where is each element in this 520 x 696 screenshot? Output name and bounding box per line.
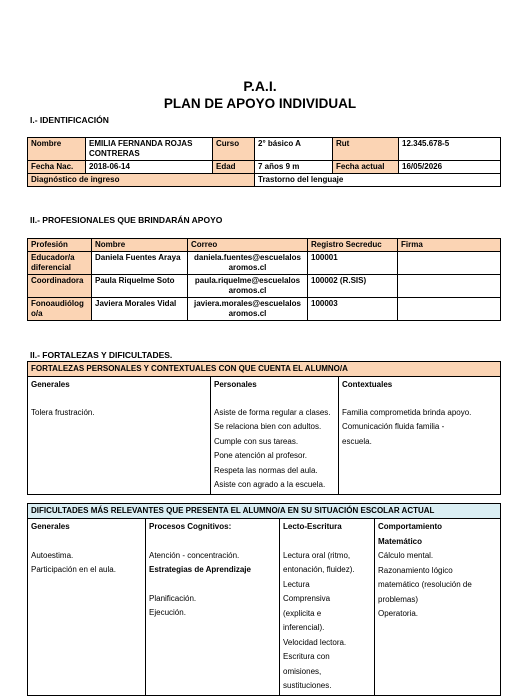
list-item: Escritura con [283,652,330,661]
dificultades-generales-cell [28,519,146,696]
dificultades-lecto-cell [280,519,375,696]
col-registro: Registro Secreduc [308,239,398,252]
nombre-cell: Paula Riquelme Soto [92,275,188,298]
nombre-label: Nombre [28,138,86,161]
firma-cell [398,252,501,275]
col-matematico-2: Matemático [378,536,423,546]
list-item: problemas) [378,594,419,604]
col-procesos: Procesos Cognitivos: [149,522,232,531]
list-item: (explicita e [283,608,322,618]
list-item: Razonamiento lógico [378,565,453,575]
fecha-nac-value: 2018-06-14 [86,161,213,174]
dificultades-matematico-cell [375,519,501,696]
list-item: Atención - concentración. [149,550,240,560]
list-item: Ejecución. [149,608,186,617]
list-item: escuela. [342,436,372,446]
fortalezas-table [27,361,501,495]
curso-label: Curso [213,138,255,161]
profesionales-heading: II.- PROFESIONALES QUE BRINDARÁN APOYO [30,215,223,225]
list-item: Tolera frustración. [31,407,95,417]
col-profesion: Profesión [28,239,92,252]
fortalezas-heading: II.- FORTALEZAS Y DIFICULTADES. [30,350,173,360]
fortalezas-title: FORTALEZAS PERSONALES Y CONTEXTUALES CON QUE CUENTA EL ALUMNO/A [28,362,501,377]
list-item: Pone atención al profesor. [214,451,307,460]
list-item: Respeta las normas del aula. [214,465,318,475]
edad-value: 7 años 9 m [255,161,333,174]
diagnostico-label: Diagnóstico de ingreso [28,174,255,187]
profesion-cell: Fonoaudiólogo/a [28,298,92,321]
col-lecto: Lecto-Escritura [283,522,342,531]
rut-value: 12.345.678-5 [399,138,501,161]
col-correo: Correo [188,239,308,252]
correo-cell: paula.riquelme@escuelalos aromos.cl [188,275,308,298]
profesion-cell: Educador/a diferencial [28,252,92,275]
list-item: Velocidad lectora. [283,637,347,647]
edad-label: Edad [213,161,255,174]
list-item: Participación en el aula. [31,565,116,574]
list-item: Autoestima. [31,550,74,560]
firma-cell [398,275,501,298]
table-row [28,252,501,275]
list-item: Operatoria. [378,609,419,618]
list-item: Planificación. [149,593,197,603]
list-item: matemático (resolución de [378,580,472,589]
document-subtitle: PLAN DE APOYO INDIVIDUAL [163,96,357,111]
identificacion-table [27,137,501,187]
profesionales-table [27,238,501,321]
list-item: Cálculo mental. [378,551,434,560]
curso-value: 2° básico A [255,138,333,161]
dificultades-procesos-cell [146,519,280,696]
registro-cell: 100001 [308,252,398,275]
fortalezas-personales-cell [211,377,339,495]
fecha-actual-label: Fecha actual [333,161,399,174]
diagnostico-value: Trastorno del lenguaje [255,174,501,187]
list-item: Estrategias de Aprendizaje [149,565,251,574]
registro-cell: 100002 (R.SIS) [308,275,398,298]
document-title: P.A.I. [243,78,277,94]
list-item: Asiste con agrado a la escuela. [214,480,326,489]
list-item: Cumple con sus tareas. [214,436,299,446]
col-firma: Firma [398,239,501,252]
nombre-cell: Daniela Fuentes Araya [92,252,188,275]
col-nombre: Nombre [92,239,188,252]
table-row [28,298,501,321]
list-item: Familia comprometida brinda apoyo. [342,407,472,417]
correo-cell: daniela.fuentes@escuelalos aromos.cl [188,252,308,275]
firma-cell [398,298,501,321]
list-item: Comunicación fluida familia - [342,422,445,431]
list-item: inferencial). [283,623,325,632]
col-personales: Personales [214,380,257,389]
profesion-cell: Coordinadora [28,275,92,298]
identificacion-heading: I.- IDENTIFICACIÓN [30,115,109,125]
col-generales: Generales [31,522,70,531]
fortalezas-contextuales-cell [339,377,501,495]
list-item: omisiones, [283,666,322,676]
col-matematico: Comportamiento [378,522,442,531]
table-row [28,275,501,298]
list-item: Comprensiva [283,594,331,603]
col-generales: Generales [31,380,70,389]
list-item: Lectura [283,579,310,589]
dificultades-title: DIFICULTADES MÁS RELEVANTES QUE PRESENTA EL ALUMNO/A EN SU SITUACIÓN ESCOLAR ACTUAL [28,504,501,519]
fecha-nac-label: Fecha Nac. [28,161,86,174]
rut-label: Rut [333,138,399,161]
col-contextuales: Contextuales [342,380,393,389]
registro-cell: 100003 [308,298,398,321]
list-item: Se relaciona bien con adultos. [214,422,322,431]
fortalezas-generales-cell [28,377,211,495]
nombre-cell: Javiera Morales Vidal [92,298,188,321]
list-item: sustituciones. [283,681,332,690]
correo-cell: javiera.morales@escuelalos aromos.cl [188,298,308,321]
dificultades-table [27,503,501,696]
fecha-actual-value: 16/05/2026 [399,161,501,174]
nombre-value: EMILIA FERNANDA ROJAS CONTRERAS [86,138,213,161]
list-item: entonación, fluidez). [283,565,355,574]
list-item: Lectura oral (ritmo, [283,550,351,560]
list-item: Asiste de forma regular a clases. [214,407,331,417]
